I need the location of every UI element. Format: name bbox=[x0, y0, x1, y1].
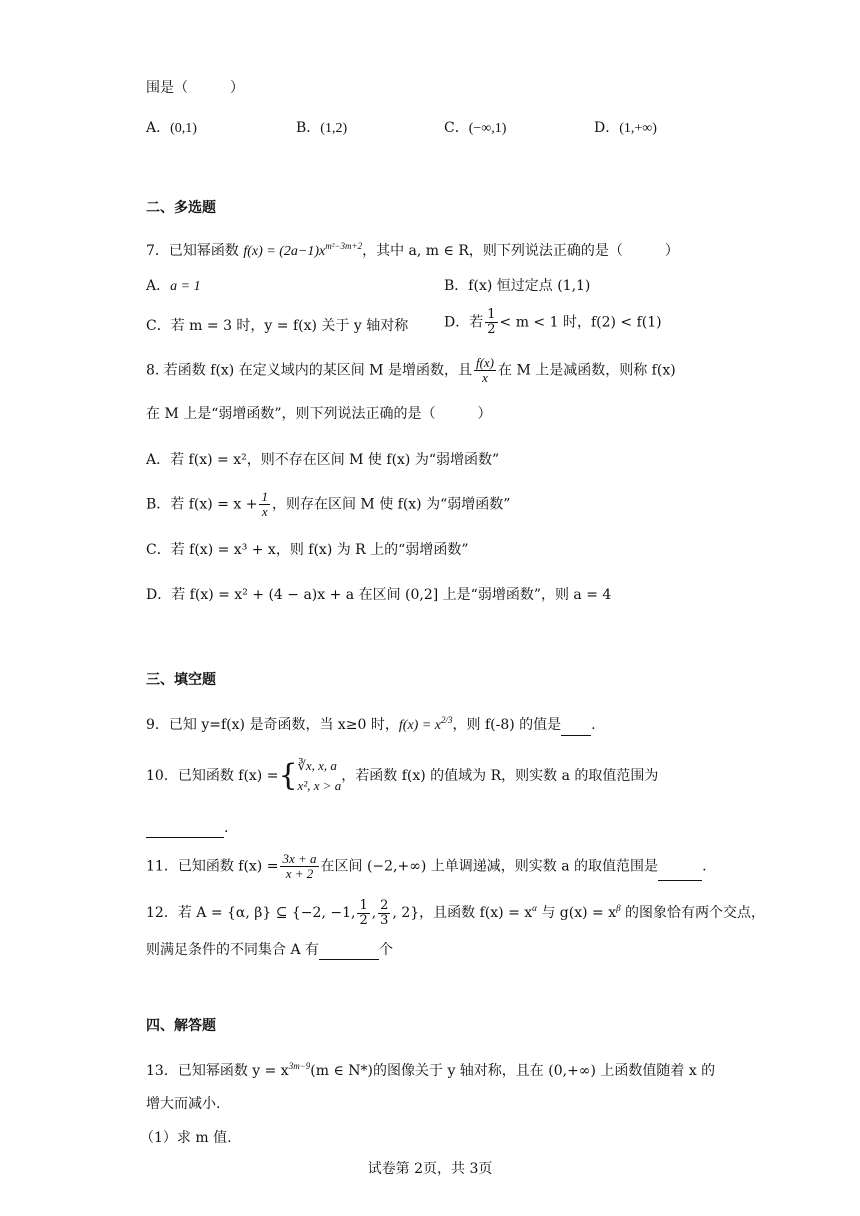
q8-option-b[interactable]: B．若 f(x) = x + $\frac{1}{x}$ ，则存在区间 M 使 f(x) 为“弱增函数” bbox=[146, 489, 511, 519]
q7-stem: 7．已知幂函数 $f(x) = (2a-1)x^{m^2-3m+2}$，其中 a, m ∈ R，则下列说法正确的是（ ） bbox=[146, 241, 679, 259]
q6-option-d[interactable]: D．(1,+∞) bbox=[594, 120, 657, 136]
q8-option-c[interactable]: C．若 f(x) = x³ + x，则 f(x) 为 R 上的“弱增函数” bbox=[146, 542, 469, 558]
q6-option-b[interactable]: B．(1,2) bbox=[296, 120, 348, 136]
section-title-fill-blank: 三、填空题 bbox=[146, 672, 216, 688]
q7-option-d[interactable]: D．若 $\frac{1}{2}$ < m < 1 时，f(2) < f(1) bbox=[444, 307, 662, 337]
q10-answer-blank[interactable] bbox=[146, 837, 224, 838]
q10-stem: 10．已知函数 f(x) ={ ∛x, x, a x², x > a ，若函数 f(x) 的值域为 R，则实数 a 的取值范围为 bbox=[146, 758, 659, 793]
q10-answer-line: . bbox=[146, 818, 228, 838]
q9-stem: 9．已知 y=f(x) 是奇函数，当 x≥0 时，$f(x) = x^{2/3}$，则 f(-8) 的值是 . bbox=[146, 710, 596, 736]
section-title-solutions: 四、解答题 bbox=[146, 1018, 216, 1034]
q11-stem: 11．已知函数 f(x) = $\frac{3x + a}{x + 2}$ 在区间 (−2,+∞) 上单调递减，则实数 a 的取值范围是 . bbox=[146, 851, 707, 881]
q7-option-a[interactable]: A．a = 1 bbox=[146, 278, 201, 294]
section-title-multi-choice: 二、多选题 bbox=[146, 200, 216, 216]
q13-stem-line1: 13．已知幂函数 $y = x^{3m-9}(m$ ∈ N*)的图像关于 y 轴对称，且在 (0,+∞) 上函数值随着 x 的 bbox=[146, 1061, 716, 1079]
q8-option-d[interactable]: D．若 f(x) = x² + (4 − a)x + a 在区间 (0,2] 上是“弱增函数”，则 a = 4 bbox=[146, 587, 612, 603]
left-brace-icon: { bbox=[278, 758, 298, 793]
q7-option-b[interactable]: B．f(x) 恒过定点 (1,1) bbox=[444, 278, 591, 294]
q8-stem-line2: 在 M 上是“弱增函数”，则下列说法正确的是（ ） bbox=[146, 406, 492, 422]
q11-answer-blank[interactable] bbox=[658, 880, 702, 881]
page-footer: 试卷第 2页，共 3页 bbox=[367, 1161, 493, 1177]
q8-stem-line1: 8. 若函数 f(x) 在定义域内的某区间 M 是增函数，且 $\frac{f(x)}{x}$ 在 M 上是减函数，则称 f(x) bbox=[146, 355, 676, 385]
q12-stem-line1: 12．若 A = {α, β} ⊆ {−2, −1, $\frac{1}{2}$ , $\frac{2}{3}$ , 2}，且函数 $f(x) = x^\alpha$ 与 $g(x) = x^\beta$ 的图象恰有两个交点， bbox=[146, 897, 766, 928]
q12-stem-line2: 则满足条件的不同集合 A 有 个 bbox=[146, 942, 394, 958]
q8-option-a[interactable]: A．若 f(x) = x²，则不存在区间 M 使 f(x) 为“弱增函数” bbox=[146, 452, 500, 468]
q6-option-a[interactable]: A．(0,1) bbox=[146, 120, 197, 136]
q13-stem-line2: 增大而减小. bbox=[146, 1096, 221, 1112]
q6-tail: 围是（ ） bbox=[146, 80, 244, 96]
q6-option-c[interactable]: C．(−∞,1) bbox=[444, 120, 507, 136]
q13-sub1: （1）求 m 值. bbox=[140, 1130, 232, 1146]
q7-option-c[interactable]: C．若 m = 3 时，y = f(x) 关于 y 轴对称 bbox=[146, 318, 409, 334]
q12-answer-blank[interactable] bbox=[319, 959, 379, 960]
q9-answer-blank[interactable] bbox=[561, 735, 591, 736]
